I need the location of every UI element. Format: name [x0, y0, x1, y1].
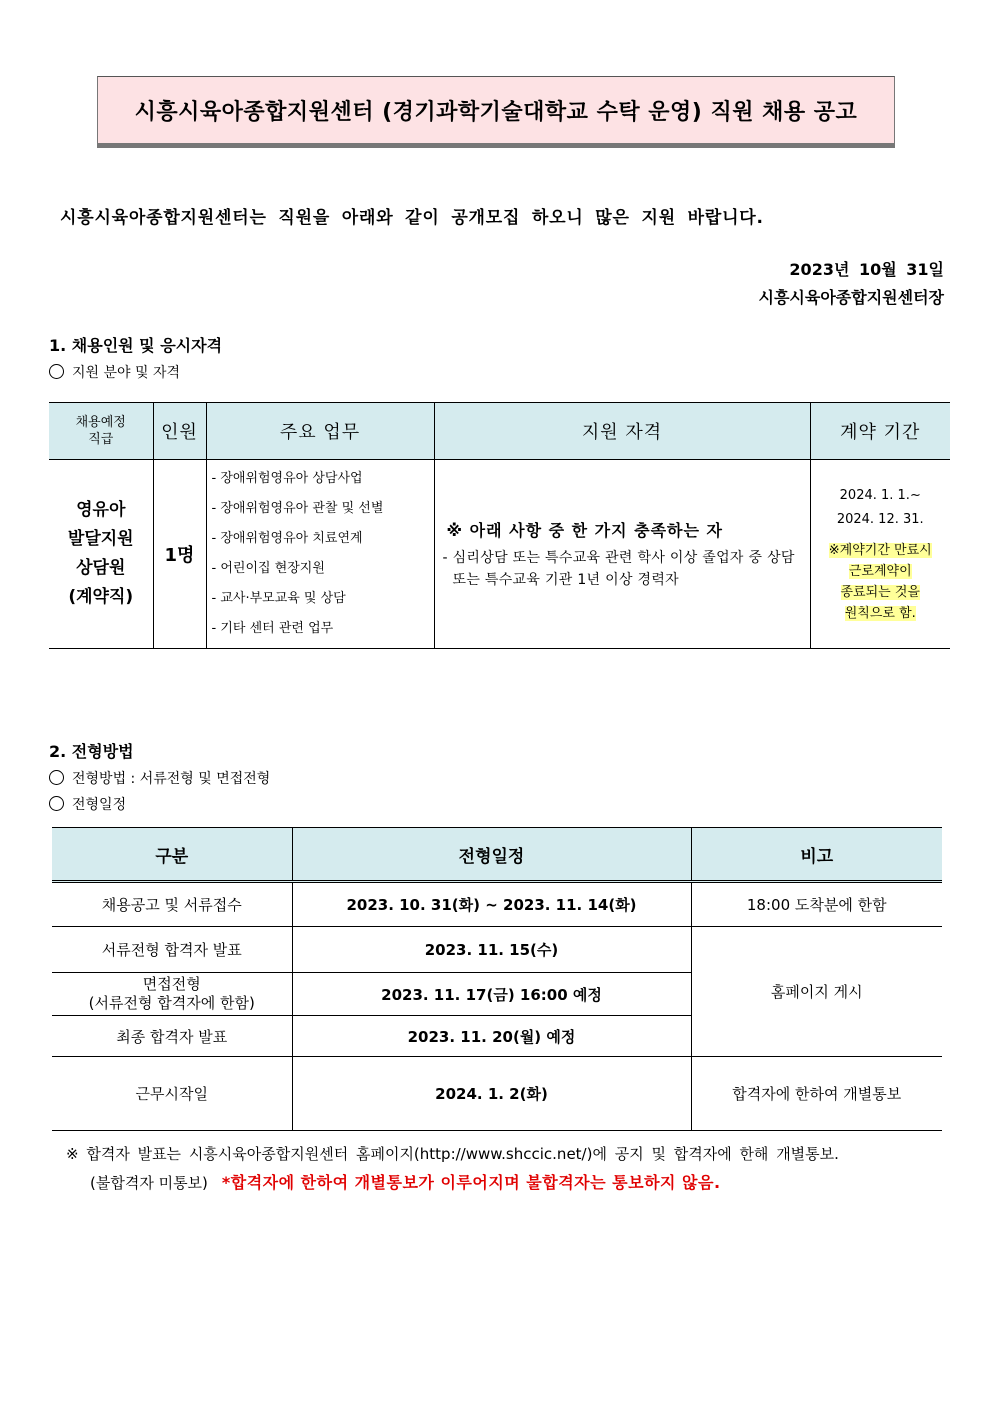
table-header-row	[52, 828, 942, 882]
section2-sub1: 전형방법 : 서류전형 및 면접전형	[49, 768, 270, 788]
header-remarks: 비고	[691, 828, 942, 882]
count-cell: 1명	[153, 460, 206, 649]
table-row: 근무시작일 2024. 1. 2(화) 합격자에 한하여 개별통보	[52, 1057, 942, 1131]
list-item: - 장애위험영유아 치료연계	[211, 531, 363, 546]
schedule-table	[52, 827, 942, 1131]
recruitment-table	[49, 402, 950, 649]
header-qualification: 지원 자격	[434, 403, 810, 460]
notice-text: ※ 합격자 발표는 시흥시육아종합지원센터 홈페이지(http://www.shccic.net/)에 공지 및 합격자에 한해 개별통보.	[66, 1145, 839, 1163]
page-title: 시흥시육아종합지원센터 (경기과학기술대학교 수탁 운영) 직원 채용 공고	[97, 76, 895, 143]
table-row: 서류전형 합격자 발표 2023. 11. 15(수) 홈페이지 게시	[52, 927, 942, 973]
list-item: - 기타 센터 관련 업무	[211, 621, 334, 636]
announcement-date: 2023년 10월 31일	[789, 260, 944, 279]
table-row: 면접전형 (서류전형 합격자에 한함) 2023. 11. 17(금) 16:00 예정	[52, 973, 942, 1016]
header-schedule: 전형일정	[292, 828, 691, 882]
period-cell: 2024. 1. 1.~ 2024. 12. 31. ※계약기간 만료시 근로계약이 종료되는 것을 원칙으로 함.	[810, 460, 950, 649]
issuer: 시흥시육아종합지원센터장	[758, 288, 944, 307]
intro-text: 시흥시육아종합지원센터는 직원을 아래와 같이 공개모집 하오니 많은 지원 바랍니다.	[60, 208, 764, 228]
circle-bullet-icon	[49, 364, 64, 379]
header-duties: 주요 업무	[206, 403, 434, 460]
qualification-cell: ※ 아래 사항 중 한 가지 충족하는 자 - 심리상담 또는 특수교육 관련 학사 이상 졸업자 중 상담 또는 특수교육 기관 1년 이상 경력자	[434, 460, 810, 649]
duties-cell	[206, 460, 434, 649]
table-row	[49, 460, 950, 649]
list-item: - 어린이집 현장지원	[211, 561, 325, 576]
list-item: - 장애위험영유아 상담사업	[211, 471, 363, 486]
notice-red: *합격자에 한하여 개별통보가 이루어지며 불합격자는 통보하지 않음.	[221, 1173, 721, 1192]
header-period: 계약 기간	[810, 403, 950, 460]
table-row: 최종 합격자 발표 2023. 11. 20(월) 예정	[52, 1016, 942, 1057]
section2-sub2: 전형일정	[49, 794, 126, 814]
list-item: - 장애위험영유아 관찰 및 선별	[211, 501, 384, 516]
circle-bullet-icon	[49, 770, 64, 785]
section1-title: 1. 채용인원 및 응시자격	[49, 336, 223, 355]
notice-text-2: (불합격자 미통보) *합격자에 한하여 개별통보가 이루어지며 불합격자는 통보하지 않음.	[90, 1173, 721, 1192]
header-category: 구분	[52, 828, 292, 882]
circle-bullet-icon	[49, 796, 64, 811]
section2-title: 2. 전형방법	[49, 742, 134, 761]
section1-sub: 지원 분야 및 자격	[49, 362, 180, 382]
position-cell: 영유아 발달지원 상담원 (계약직)	[49, 460, 153, 649]
table-header-row	[49, 403, 950, 460]
header-position: 채용예정 직급	[49, 403, 153, 460]
table-row: 채용공고 및 서류접수 2023. 10. 31(화) ~ 2023. 11. 14(화) 18:00 도착분에 한함	[52, 882, 942, 927]
header-count: 인원	[153, 403, 206, 460]
list-item: - 교사·부모교육 및 상담	[211, 591, 346, 606]
